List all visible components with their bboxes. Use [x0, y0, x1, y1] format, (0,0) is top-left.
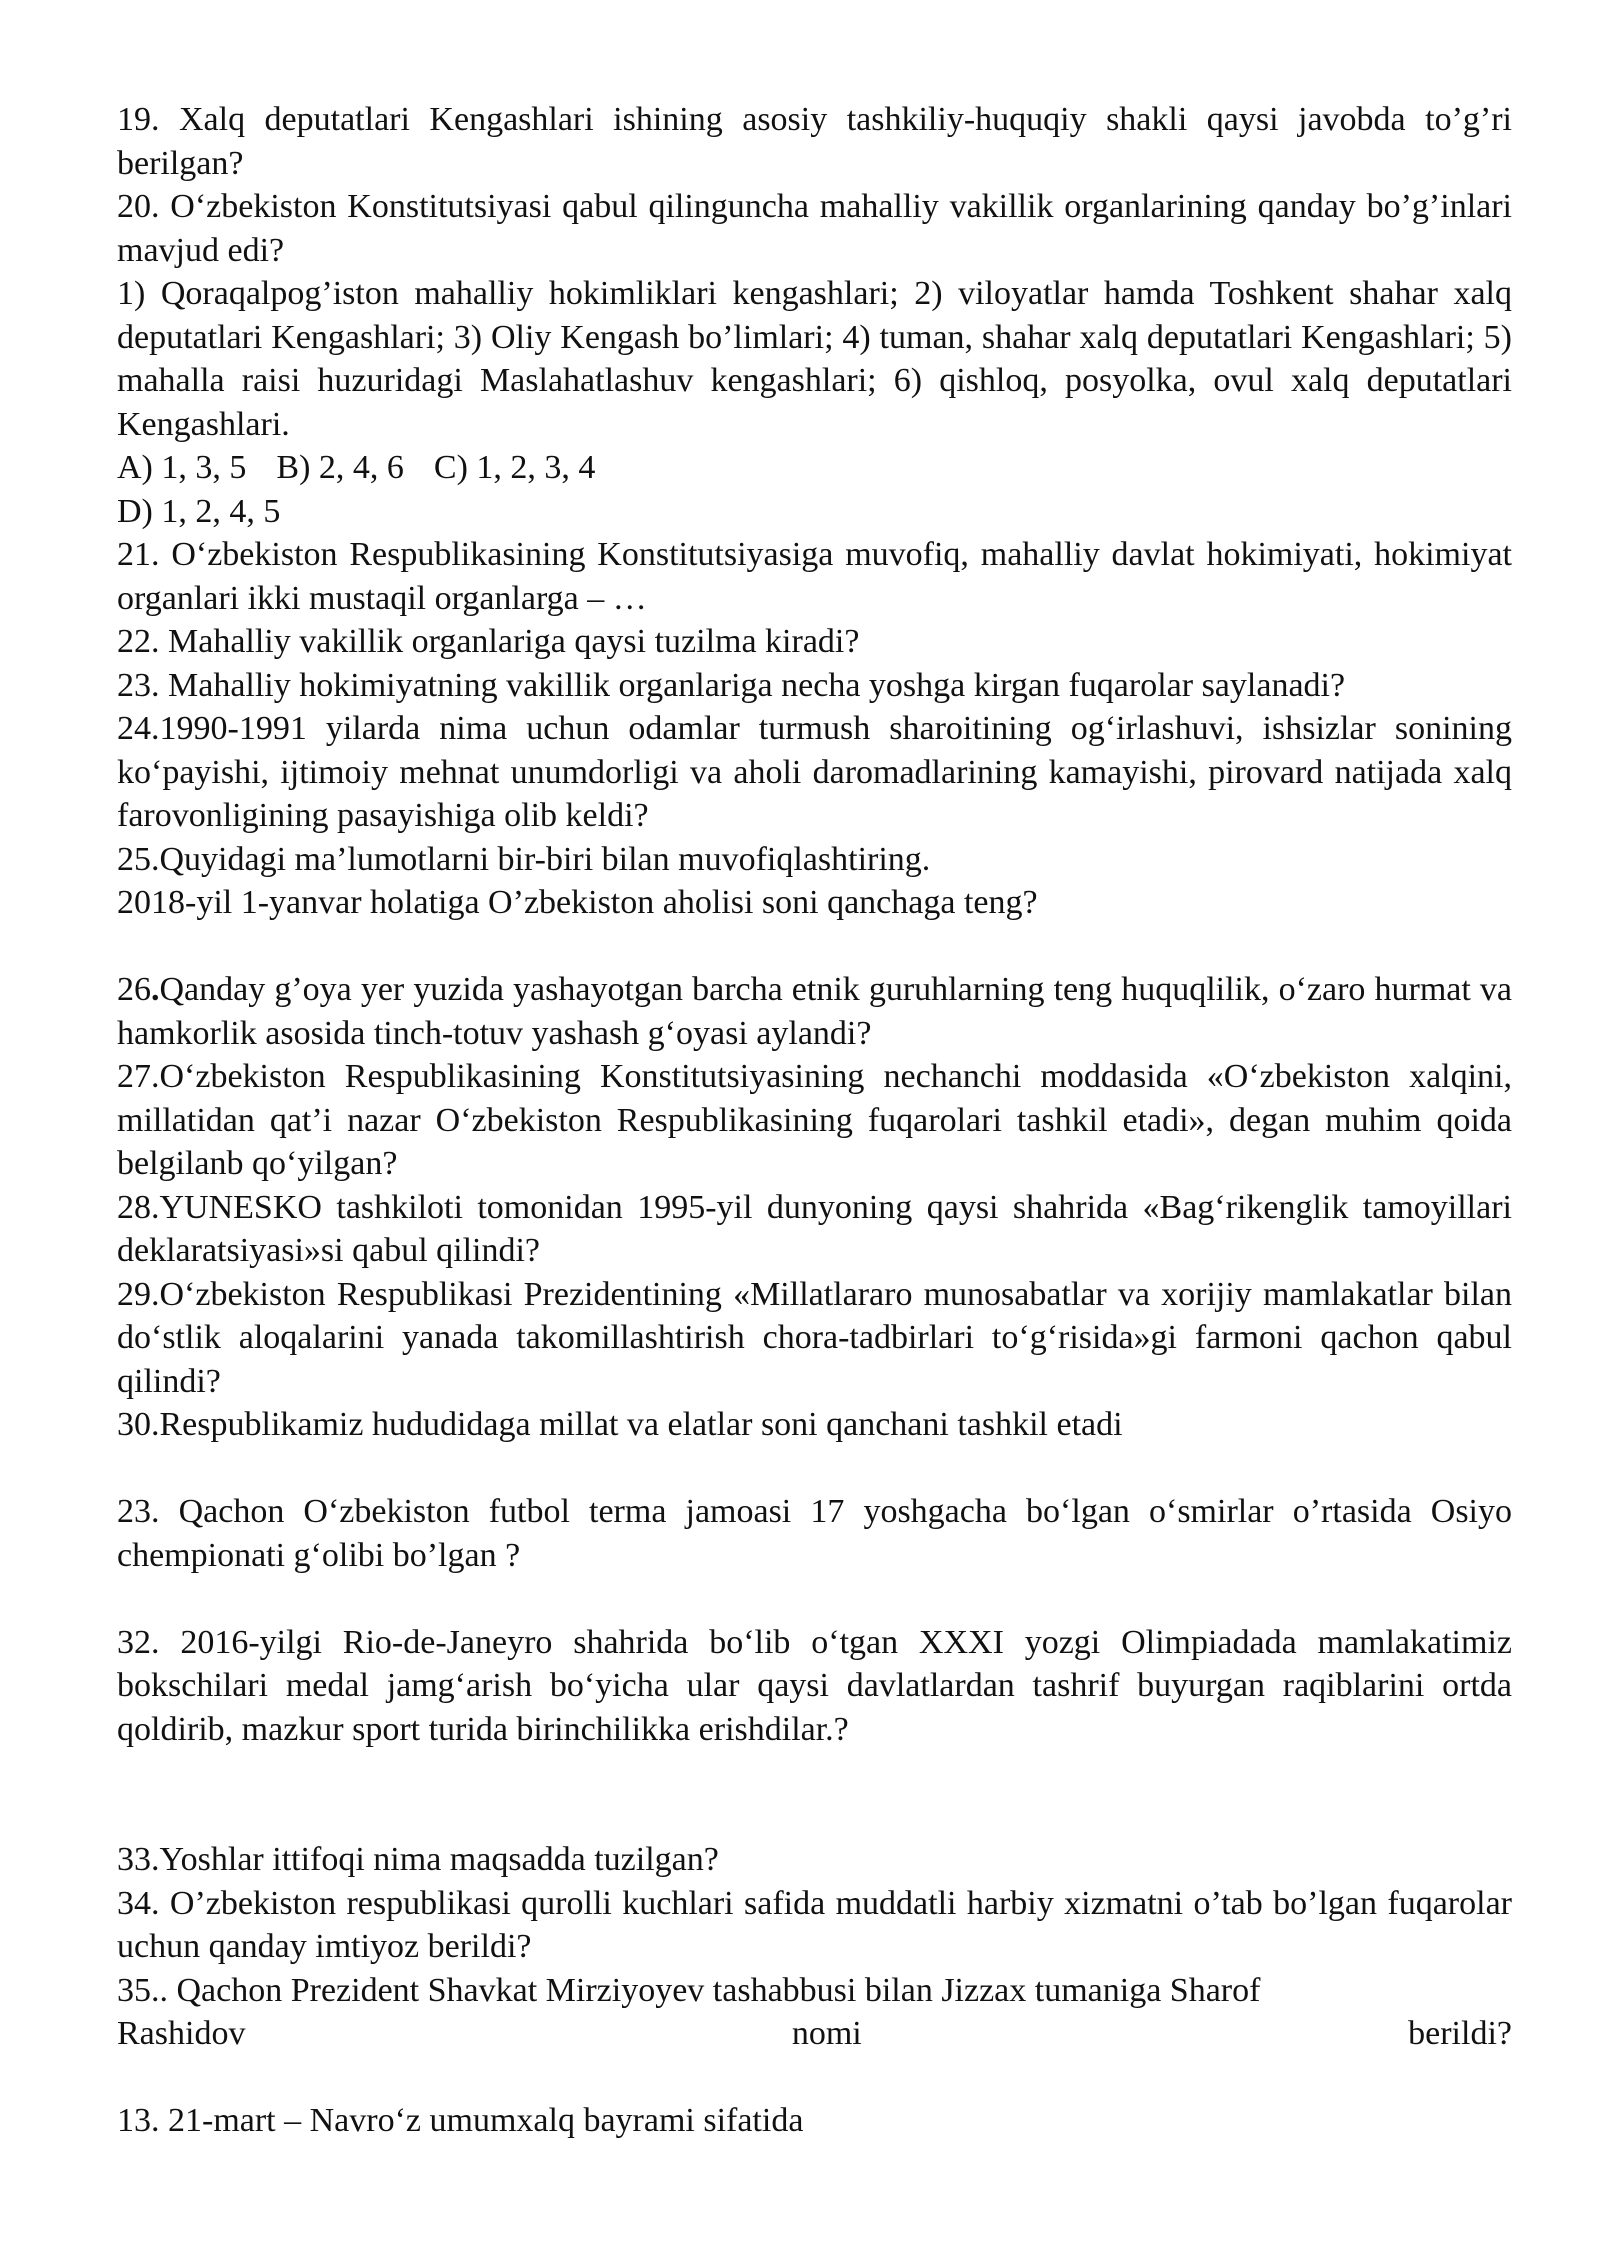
question-26-number: 26 [117, 971, 151, 1008]
question-28: 28.YUNESKO tashkiloti tomonidan 1995-yil dunyoning qaysi shahrida «Bag‘rikenglik tamoyillari deklaratsiyasi»si qabul qilindi? [117, 1188, 1512, 1269]
question-26-dot: . [151, 971, 160, 1008]
question-33: 33.Yoshlar ittifoqi nima maqsadda tuzilgan? [117, 1841, 719, 1878]
question-35-continued [117, 2012, 1512, 2056]
question-29: 29.O‘zbekiston Respublikasi Prezidentining «Millatlararo munosabatlar va xorijiy mamlakatlar bilan do‘stlik aloqalarini yanada takomillashtirish chora-tadbirlari to‘g‘risida»gi farmoni qachon qabul qilindi? [117, 1275, 1512, 1400]
question-32: 32. 2016-yilgi Rio-de-Janeyro shahrida bo‘lib o‘tgan XXXI yozgi Olimpiadada mamlakatimiz bokschilari medal jamg‘arish bo‘yicha ular qaysi davlatlardan tashrif buyurgan raqiblarini ortda qoldirib, mazkur sport turida birinchilikka erishdilar.? [117, 1623, 1512, 1748]
question-20: 20. O‘zbekiston Konstitutsiyasi qabul qilinguncha mahalliy vakillik organlarining qanday bo’g’inlari mavjud edi? [117, 188, 1512, 269]
question-20-options [117, 446, 1512, 490]
option-d: D) 1, 2, 4, 5 [117, 492, 281, 530]
question-26-text: Qanday g’oya yer yuzida yashayotgan barcha etnik guruhlarning teng huquqlilik, o‘zaro hurmat va hamkorlik asosida tinch-totuv yashash g‘oyasi aylandi? [117, 971, 1512, 1052]
question-23: 23. Mahalliy hokimiyatning vakillik organlariga necha yoshga kirgan fuqarolar saylanadi? [117, 666, 1346, 704]
question-35-word-3: berildi? [1408, 2015, 1512, 2052]
question-35-word-1: Rashidov [117, 2015, 246, 2052]
question-20-list: 1) Qoraqalpog’iston mahalliy hokimliklari kengashlari; 2) viloyatlar hamda Toshkent shahar xalq deputatlari Kengashlari; 3) Oliy Kengash bo’limlari; 4) tuman, shahar xalq deputatlari Kengashlari; 5) mahalla raisi huzuridagi Maslahatlashuv kengashlari; 6) qishloq, posyolka, ovul xalq deputatlari Kengashlari. [117, 275, 1512, 443]
question-25-sub: 2018-yil 1-yanvar holatiga O’zbekiston aholisi soni qanchaga teng? [117, 884, 1038, 921]
option-c: C) 1, 2, 3, 4 [433, 449, 596, 486]
question-35: 35.. Qachon Prezident Shavkat Mirziyoyev tashabbusi bilan Jizzax tumaniga Sharof [117, 1971, 1261, 2009]
option-b: B) 2, 4, 6 [276, 449, 404, 486]
question-34: 34. O’zbekiston respublikasi qurolli kuchlari safida muddatli harbiy xizmatni o’tab bo’lgan fuqarolar uchun qanday imtiyoz berildi? [117, 1884, 1512, 1965]
question-21: 21. O‘zbekiston Respublikasining Konstitutsiyasiga muvofiq, mahalliy davlat hokimiyati, hokimiyat organlari ikki mustaqil organlarga – … [117, 536, 1512, 617]
document-page [117, 98, 1512, 2143]
option-a: A) 1, 3, 5 [117, 449, 247, 486]
question-19: 19. Xalq deputatlari Kengashlari ishining asosiy tashkiliy-huquqiy shakli qaysi javobda to’g’ri berilgan? [117, 101, 1512, 182]
question-27: 27.O‘zbekiston Respublikasining Konstitutsiyasining nechanchi moddasida «O‘zbekiston xalqini, millatidan qat’i nazar O‘zbekiston Respublikasining fuqarolari tashkil etadi», degan muhim qoida belgilanb qo‘yilgan? [117, 1058, 1512, 1182]
question-23-football: 23. Qachon O‘zbekiston futbol terma jamoasi 17 yoshgacha bo‘lgan o‘smirlar o’rtasida Osiyo chempionati g‘olibi bo’lgan ? [117, 1493, 1512, 1574]
question-25: 25.Quyidagi ma’lumotlarni bir-biri bilan muvofiqlashtiring. [117, 840, 931, 878]
question-13: 13. 21-mart – Navro‘z umumxalq bayrami sifatida [117, 2102, 804, 2139]
question-26 [117, 968, 1512, 1055]
question-35-word-2: nomi [791, 2015, 862, 2052]
question-30: 30.Respublikamiz hududidaga millat va elatlar soni qanchani tashkil etadi [117, 1406, 1123, 1443]
question-22: 22. Mahalliy vakillik organlariga qaysi tuzilma kiradi? [117, 623, 860, 660]
question-24: 24.1990-1991 yilarda nima uchun odamlar turmush sharoitining og‘irlashuvi, ishsizlar sonining ko‘payishi, ijtimoiy mehnat unumdorligi va aholi daromadlarining kamayishi, pirovard natijada xalq farovonligining pasayishiga olib keldi? [117, 710, 1512, 834]
